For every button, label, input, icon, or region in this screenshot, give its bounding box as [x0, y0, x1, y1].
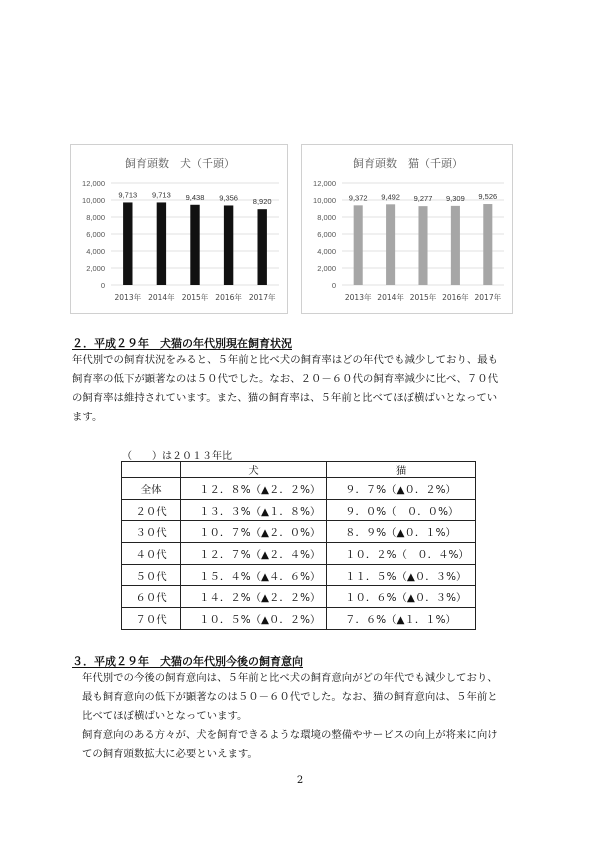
dog-rate-cell: １２．７%（▲２．４%） [181, 543, 327, 565]
y-tick-label: 4,000 [317, 247, 336, 256]
dog-chart-svg [71, 145, 289, 315]
bar [451, 206, 460, 285]
section2-heading: ２．平成２９年 犬猫の年代別現在飼育状況 [72, 337, 292, 350]
dog-rate-cell: １０．５%（▲０．２%） [181, 608, 327, 630]
cat-chart-svg [302, 145, 514, 315]
section3-line: ての飼育頭数拡大に必要といえます。 [82, 748, 258, 760]
y-tick-label: 2,000 [86, 264, 105, 273]
x-tick-label: 2015年 [409, 293, 437, 302]
table-note: （ ）は２０１３年比 [122, 451, 232, 462]
bar [386, 204, 395, 285]
bar-value-label: 9,713 [152, 190, 171, 200]
dog-rate-cell: １４．２%（▲２．２%） [181, 586, 327, 608]
bar-value-label: 9,526 [478, 192, 498, 202]
table-header-cell: 猫 [327, 462, 476, 478]
x-tick-label: 2016年 [442, 293, 469, 302]
table-header-cell [122, 462, 181, 478]
x-tick-label: 2017年 [248, 293, 276, 302]
page-number: 2 [296, 775, 304, 786]
section2-line: 飼育率の低下が顕著なのは５０代でした。なお、２０－６０代の飼育率減少に比べ、７０代 [72, 373, 499, 385]
x-tick-label: 2016年 [215, 293, 242, 302]
bar-value-label: 9,713 [118, 190, 138, 200]
x-tick-label: 2015年 [181, 293, 209, 302]
age-cell: ４０代 [122, 543, 181, 565]
section3-line: 飼育意向のある方々が、犬を飼育できるような環境の整備やサービスの向上が将来に向け [82, 729, 498, 741]
table-header-cell: 犬 [181, 462, 327, 478]
cat-rate-cell: ８．９%（▲０．１%） [327, 521, 476, 543]
bar-value-label: 9,372 [348, 193, 368, 203]
bar [257, 209, 266, 285]
bar [123, 202, 132, 285]
dog-population-chart [70, 144, 288, 314]
bar-value-label: 9,492 [381, 192, 400, 202]
x-tick-label: 2013年 [344, 293, 372, 302]
y-tick-label: 4,000 [86, 247, 105, 256]
bar [354, 205, 363, 285]
bar-value-label: 8,920 [252, 197, 272, 207]
x-tick-label: 2014年 [377, 293, 404, 302]
table-row [122, 521, 476, 543]
y-tick-label: 6,000 [317, 230, 336, 239]
age-cell: 全体 [122, 478, 181, 500]
table-row [122, 586, 476, 608]
bar-value-label: 9,356 [219, 193, 238, 203]
y-tick-label: 12,000 [313, 179, 336, 188]
ownership-rate-table [121, 461, 476, 630]
bar-value-label: 9,438 [185, 192, 205, 202]
y-tick-label: 6,000 [86, 230, 105, 239]
cat-rate-cell: １０．６%（▲０．３%） [327, 586, 476, 608]
section3-heading: ３．平成２９年 犬猫の年代別今後の飼育意向 [72, 655, 303, 668]
bar [483, 204, 492, 285]
cat-rate-cell: ９．７%（▲０．２%） [327, 478, 476, 500]
table-row [122, 608, 476, 630]
age-cell: ３０代 [122, 521, 181, 543]
section3-line: 最も飼育意向の低下が顕著なのは５０－６０代でした。なお、猫の飼育意向は、５年前と [82, 691, 498, 703]
section3-line: 年代別での今後の飼育意向は、５年前と比べ犬の飼育意向がどの年代でも減少しており、 [82, 672, 498, 684]
dog-rate-cell: １５．４%（▲４．６%） [181, 564, 327, 586]
table-row [122, 564, 476, 586]
age-cell: ２０代 [122, 499, 181, 521]
table-row [122, 478, 476, 500]
y-tick-label: 10,000 [82, 196, 105, 205]
cat-rate-cell: １０．２%（ ０．４%） [327, 543, 476, 565]
chart-title: 飼育頭数 犬（千頭） [125, 157, 235, 170]
x-tick-label: 2013年 [114, 293, 142, 302]
dog-rate-cell: １２．８%（▲２．２%） [181, 478, 327, 500]
dog-rate-cell: １３．３%（▲１．８%） [181, 499, 327, 521]
bar [190, 205, 199, 285]
y-tick-label: 0 [331, 281, 336, 290]
cat-rate-cell: ７．６%（▲１．１%） [327, 608, 476, 630]
table-row [122, 499, 476, 521]
bar-value-label: 9,277 [413, 194, 433, 204]
y-tick-label: 10,000 [313, 196, 336, 205]
y-tick-label: 8,000 [317, 213, 336, 222]
age-cell: ５０代 [122, 564, 181, 586]
bar [157, 202, 166, 285]
y-tick-label: 0 [100, 281, 105, 290]
bar-value-label: 9,309 [446, 193, 465, 203]
chart-title: 飼育頭数 猫（千頭） [353, 157, 463, 170]
section3-line: 比べてほぼ横ばいとなっています。 [82, 710, 248, 722]
table-row [122, 543, 476, 565]
dog-rate-cell: １０．７%（▲２．０%） [181, 521, 327, 543]
y-tick-label: 2,000 [317, 264, 336, 273]
age-cell: ７０代 [122, 608, 181, 630]
bar [224, 205, 233, 285]
table-header-row [122, 462, 476, 478]
y-tick-label: 8,000 [86, 213, 105, 222]
bar [418, 206, 427, 285]
age-cell: ６０代 [122, 586, 181, 608]
x-tick-label: 2014年 [148, 293, 175, 302]
x-tick-label: 2017年 [474, 293, 502, 302]
y-tick-label: 12,000 [82, 179, 105, 188]
cat-rate-cell: １１．５%（▲０．３%） [327, 564, 476, 586]
section2-line: ます。 [72, 411, 103, 423]
section2-paragraph [72, 351, 542, 427]
section2-line: 年代別での飼育状況をみると、５年前と比べ犬の飼育率はどの年代でも減少しており、最も [72, 354, 499, 366]
cat-population-chart [301, 144, 513, 314]
section3-paragraph [72, 669, 542, 764]
cat-rate-cell: ９．０%（ ０．０%） [327, 499, 476, 521]
section2-line: の飼育率は維持されています。また、猫の飼育率は、５年前と比べてほぼ横ばいとなってい [72, 392, 498, 404]
